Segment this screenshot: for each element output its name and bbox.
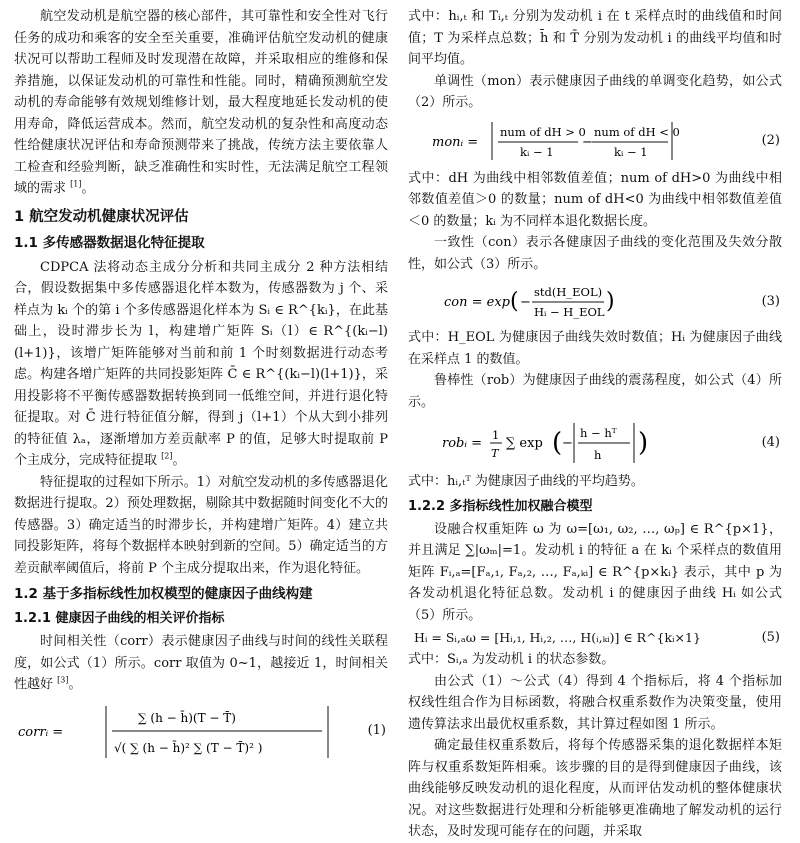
left-column [14, 6, 388, 766]
ga-paragraph: 由公式（1）～公式（4）得到 4 个指标后，将 4 个指标加权线性组合作为目标函数，将融合权重系数作为决策变量，使用遗传算法求出最优权重系数，其计算过程如图 1 所示。 [408, 673, 782, 732]
svg-text:−: − [520, 295, 531, 310]
equation-4-formula [408, 417, 738, 467]
equation-2-number: (2) [761, 133, 780, 148]
cdpca-paragraph: CDPCA 法将动态主成分分析和共同主成分 2 种方法相结合，假设数据集中多传感器退化样本数为，传感器数为 j 个、采样点为 kᵢ 个的第 i 个多传感器退化样本为 Sᵢ ∈ R^{kᵢ}，在此基础上，设时滞步长为 l，构建增广矩阵 Sᵢ（l）∈ R^{(kᵢ−l)(l+1)}，该增广矩阵能够对当前和前 1 个时刻数据进行动态考虑。构建各增广矩阵的共同投影矩阵 C̄ ∈ R^{(kᵢ−l)(l+1)}，采用投影将不平衡传感器数据转换到同一低维空间，并进行退化特征提取。对 C̄ 进行特征值分解，得到 j（l+1）个从大到小排列的特征值 λₐ，逐渐增加方差贡献率 P 的值，足够大时提取前 P 个主成分，完成特征提取 [2]。 [14, 259, 388, 468]
intro-paragraph: 航空发动机是航空器的核心部件，其可靠性和安全性对飞行任务的成功和乘客的安全至关重要，准确评估航空发动机的健康状况可以帮助工程师及时发现潜在故障，并采取相应的维修和保养措施，以保证发动机的可靠性和性能。同时，精确预测航空发动机的寿命能够有效规划维修计划，最大程度地延长发动机的使用寿命，降低运营成本。然而，航空发动机的复杂性和高度动态性给健康状况评估和寿命预测带来了挑战，传统方法主要依靠人工检查和经验判断，缺乏准确性和实时性，无法满足航空工程领域的需求 [1]。 [14, 9, 388, 196]
svg-text:kᵢ − 1: kᵢ − 1 [520, 144, 554, 159]
steps-paragraph: 特征提取的过程如下所示。1）对航空发动机的多传感器退化数据进行提取。2）预处理数据，剔除其中数据随时间变化不大的传感器。3）确定适当的时滞步长，并构建增广矩阵。4）建立共同投影矩阵，将每个数据样本映射到新的空间。5）确定适当的方差贡献率阈值后，将前 P 个主成分提取出来，作为退化特征。 [14, 474, 388, 576]
citation-2: [2] [161, 451, 173, 461]
equation-5-number: (5) [761, 630, 780, 645]
svg-text:kᵢ − 1: kᵢ − 1 [614, 144, 648, 159]
con-paragraph: 一致性（con）表示各健康因子曲线的变化范围及失效分散性，如公式（3）所示。 [408, 235, 782, 272]
svg-text:num of dH < 0: num of dH < 0 [594, 124, 680, 139]
svg-text:num of dH > 0: num of dH > 0 [500, 124, 586, 139]
svg-text:√( ∑ (h − h̄)² ∑ (T − T̄)² ): √( ∑ (h − h̄)² ∑ (T − T̄)² ) [114, 740, 263, 755]
equation-3-number: (3) [761, 293, 780, 309]
eq2-lhs: monᵢ = [432, 134, 479, 150]
svg-text:Hᵢ − H_EOL: Hᵢ − H_EOL [534, 305, 605, 319]
svg-text:(: ( [552, 428, 563, 458]
svg-text:∑ exp: ∑ exp [506, 436, 543, 451]
svg-text:(: ( [510, 289, 519, 314]
right-column [408, 6, 782, 843]
equation-4-number: (4) [761, 434, 780, 450]
citation-1: [1] [70, 179, 82, 189]
equation-5-formula: Hᵢ = Sᵢ,ₐω = [Hᵢ,₁, Hᵢ,₂, …, H(ᵢ,ₖᵢ)] ∈ R^{kᵢ×1} [414, 630, 701, 645]
svg-text:h − hᵀ: h − hᵀ [580, 426, 617, 440]
svg-text:std(H_EOL): std(H_EOL) [534, 285, 603, 299]
corr-variable-definitions: 式中：hᵢ,ₜ 和 Tᵢ,ₜ 分别为发动机 i 在 t 采样点时的曲线值和时间值；T 为采样点总数；h̄ 和 T̄ 分别为发动机 i 的曲线平均值和时间平均值。 [408, 9, 782, 67]
rob-variable-definitions: 式中：hᵢ,ₜᵀ 为健康因子曲线的平均趋势。 [408, 474, 644, 489]
eq5-variable-definitions: 式中：Sᵢ,ₐ 为发动机 i 的状态参数。 [408, 652, 615, 667]
mon-paragraph: 单调性（mon）表示健康因子曲线的单调变化趋势，如公式（2）所示。 [408, 73, 782, 110]
weights-paragraph: 设融合权重矩阵 ω 为 ω=[ω₁, ω₂, …, ωₚ] ∈ R^{p×1}，并且满足 ∑|ωₘ|=1。发动机 i 的特征 a 在 kᵢ 个采样点的数值用矩阵 Fᵢ,ₐ=[Fₐ,₁, Fₐ,₂, …, Fₐ,ₖᵢ] ∈ R^{p×kᵢ} 表示，其中 p 为各发动机退化特征总数。发动机 i 的健康因子曲线 Hᵢ 如公式（5）所示。 [408, 521, 782, 623]
equation-1-formula [14, 700, 344, 762]
equation-5 [408, 630, 782, 645]
svg-text:−: − [582, 134, 593, 150]
citation-3: [3] [57, 675, 69, 685]
mon-variable-definitions: 式中：dH 为曲线中相邻数值差值；num of dH>0 为曲线中相邻数值差值＞0 的数量；num of dH<0 为曲线中相邻数值差值＜0 的数量；kᵢ 为不同样本退化数据长度。 [408, 170, 782, 229]
svg-text:−: − [562, 436, 573, 451]
svg-text:): ) [638, 428, 649, 458]
svg-text:): ) [606, 289, 615, 314]
equation-3 [408, 279, 782, 323]
svg-text:∑ (h − h̄)(T − T̄): ∑ (h − h̄)(T − T̄) [138, 710, 236, 725]
corr-paragraph: 时间相关性（corr）表示健康因子曲线与时间的线性关联程度，如公式（1）所示。corr 取值为 0~1，越接近 1，时间相关性越好 [3]。 [14, 634, 388, 692]
equation-1-number: (1) [367, 723, 386, 738]
eq1-lhs: corrᵢ = [18, 724, 64, 740]
con-variable-definitions: 式中：H_EOL 为健康因子曲线失效时数值；Hᵢ 为健康因子曲线在采样点 1 的数值。 [408, 330, 782, 367]
section-1-1-heading: 1.1 多传感器数据退化特征提取 [14, 234, 205, 251]
svg-text:1: 1 [492, 428, 500, 442]
svg-text:h: h [594, 448, 602, 462]
rob-paragraph: 鲁棒性（rob）为健康因子曲线的震荡程度，如公式（4）所示。 [408, 373, 782, 410]
section-1-heading: 1 航空发动机健康状况评估 [14, 208, 189, 225]
svg-text:T: T [491, 446, 499, 460]
final-paragraph: 确定最佳权重系数后，将每个传感器采集的退化数据样本矩阵与权重系数矩阵相乘。该步骤的目的是得到健康因子曲线，该曲线能够反映发动机的退化程度，从而评估发动机的整体健康状况。对这些数据进行处理和分析能够更准确地了解发动机的运行状态，及时发现可能存在的问题，并采取 [408, 738, 782, 839]
equation-2-formula [408, 118, 738, 164]
section-1-2-2-heading: 1.2.2 多指标线性加权融合模型 [408, 498, 593, 514]
eq4-lhs: robᵢ = [442, 436, 483, 451]
equation-4 [408, 417, 782, 467]
equation-3-formula [408, 279, 738, 323]
section-1-2-heading: 1.2 基于多指标线性加权模型的健康因子曲线构建 [14, 586, 313, 602]
section-1-2-1-heading: 1.2.1 健康因子曲线的相关评价指标 [14, 611, 225, 626]
equation-2 [408, 118, 782, 164]
equation-1 [14, 700, 388, 762]
eq3-lhs: con = exp [444, 295, 510, 310]
